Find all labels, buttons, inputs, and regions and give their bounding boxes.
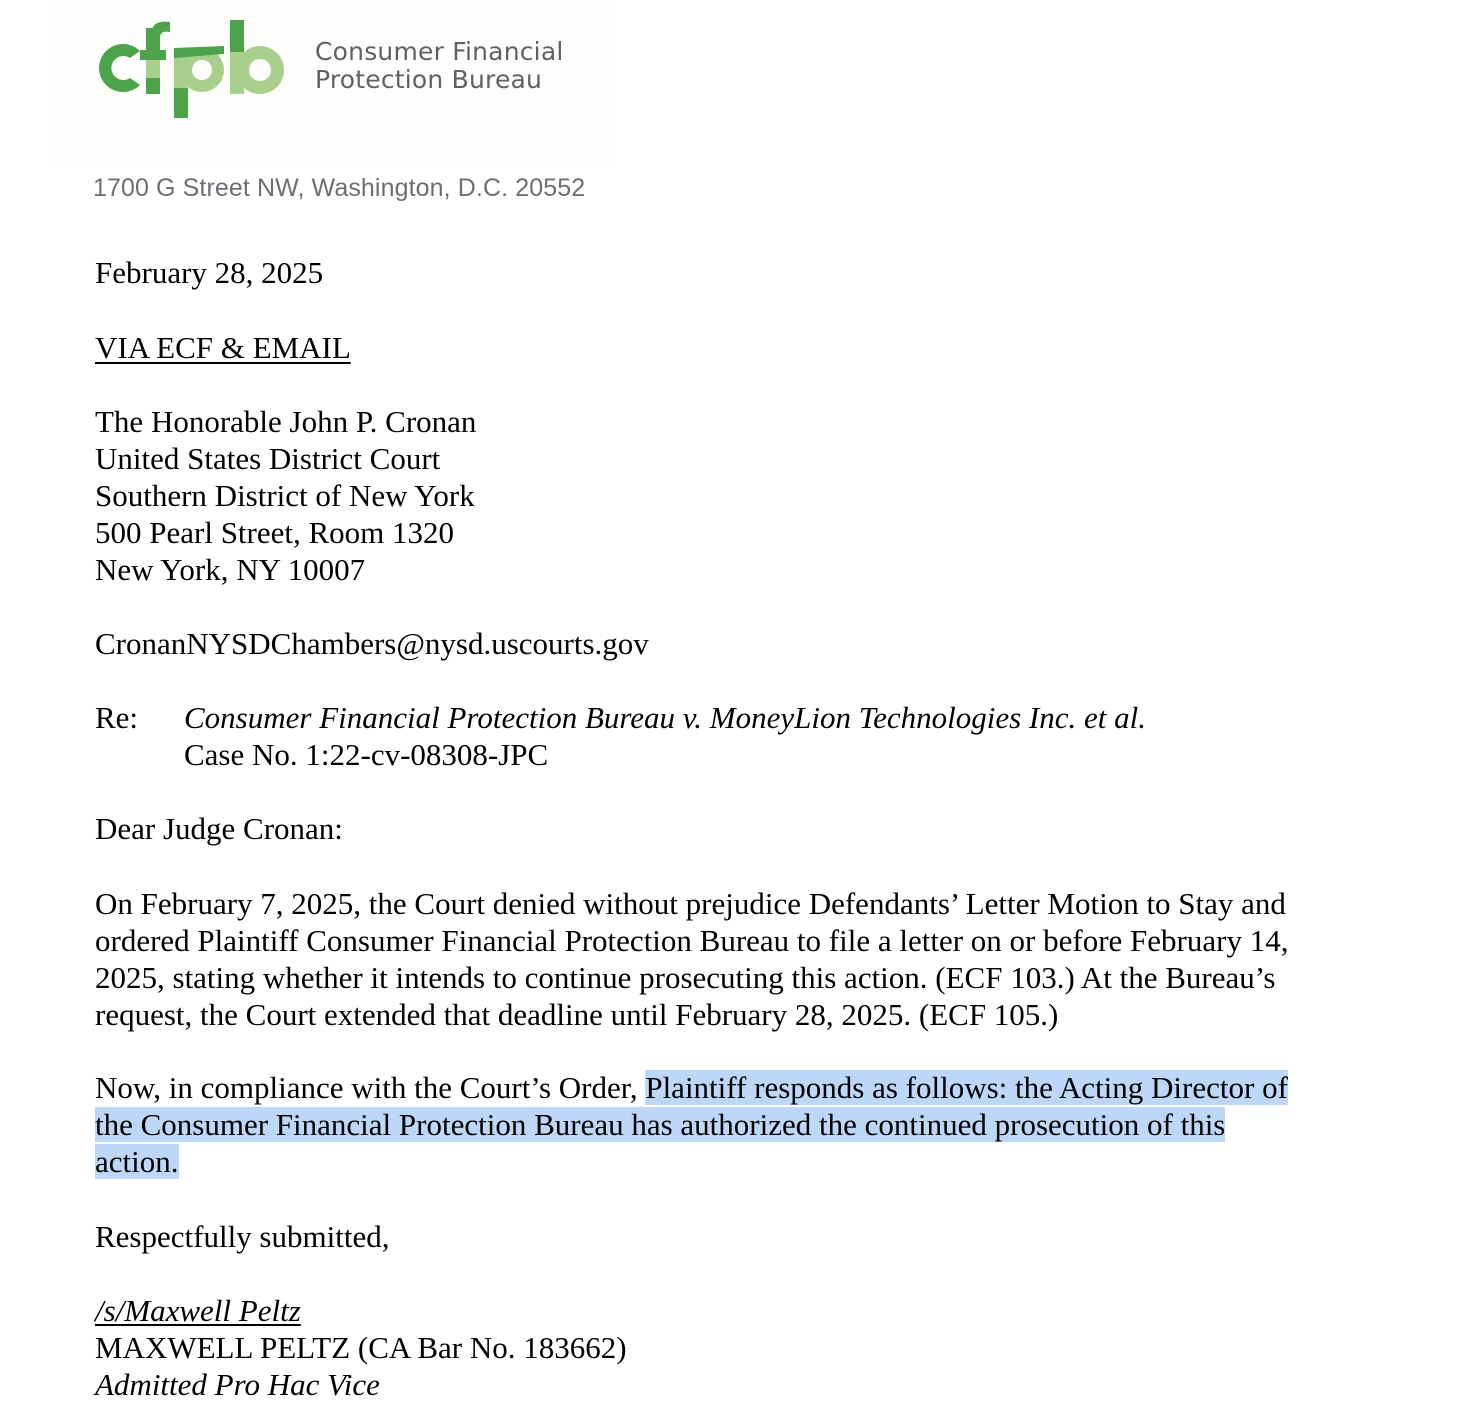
paragraph-line: ordered Plaintiff Consumer Financial Protection Bureau to file a letter on or before February 14,	[95, 923, 1289, 958]
recipient-email: CronanNYSDChambers@nysd.uscourts.gov	[95, 626, 649, 661]
recipient-line: The Honorable John P. Cronan	[95, 404, 477, 439]
plain-text: Now, in compliance with the Court’s Order,	[95, 1070, 646, 1105]
cfpb-logo-icon	[94, 18, 294, 118]
re-label: Re:	[95, 700, 139, 735]
recipient-line: United States District Court	[95, 441, 441, 476]
paragraph-line: 2025, stating whether it intends to continue prosecuting this action. (ECF 103.) At the Bureau’s	[95, 960, 1276, 995]
highlighted-text[interactable]: Plaintiff responds as follows: the Acting Director of	[645, 1070, 1288, 1105]
body-paragraph-1	[95, 885, 1365, 1033]
case-title: Consumer Financial Protection Bureau v. MoneyLion Technologies Inc. et al.	[184, 700, 1146, 735]
salutation: Dear Judge Cronan:	[95, 811, 343, 846]
recipient-line: Southern District of New York	[95, 478, 475, 513]
paragraph-line	[95, 1106, 1365, 1143]
signer-admission: Admitted Pro Hac Vice	[95, 1367, 380, 1402]
letterhead-address: 1700 G Street NW, Washington, D.C. 20552	[93, 174, 586, 202]
highlighted-text[interactable]: the Consumer Financial Protection Bureau has authorized the continued prosecution of this	[95, 1107, 1226, 1142]
signer-name: MAXWELL PELTZ (CA Bar No. 183662)	[95, 1330, 627, 1365]
electronic-signature: /s/Maxwell Peltz	[95, 1293, 301, 1328]
letter-date: February 28, 2025	[95, 255, 324, 290]
case-number: Case No. 1:22-cv-08308-JPC	[184, 737, 549, 772]
org-name	[315, 38, 564, 94]
highlighted-text[interactable]: action.	[95, 1144, 179, 1179]
org-name-line1: Consumer Financial	[315, 37, 564, 66]
body-paragraph-2	[95, 1069, 1365, 1180]
org-name-line2: Protection Bureau	[315, 65, 543, 94]
paragraph-line: request, the Court extended that deadline until February 28, 2025. (ECF 105.)	[95, 997, 1059, 1032]
paragraph-line	[95, 1143, 1365, 1180]
delivery-method: VIA ECF & EMAIL	[95, 330, 351, 365]
closing: Respectfully submitted,	[95, 1219, 390, 1254]
recipient-line: 500 Pearl Street, Room 1320	[95, 515, 455, 550]
recipient-line: New York, NY 10007	[95, 552, 366, 587]
paragraph-line	[95, 1069, 1365, 1106]
paragraph-line: On February 7, 2025, the Court denied without prejudice Defendants’ Letter Motion to Stay and	[95, 886, 1286, 921]
